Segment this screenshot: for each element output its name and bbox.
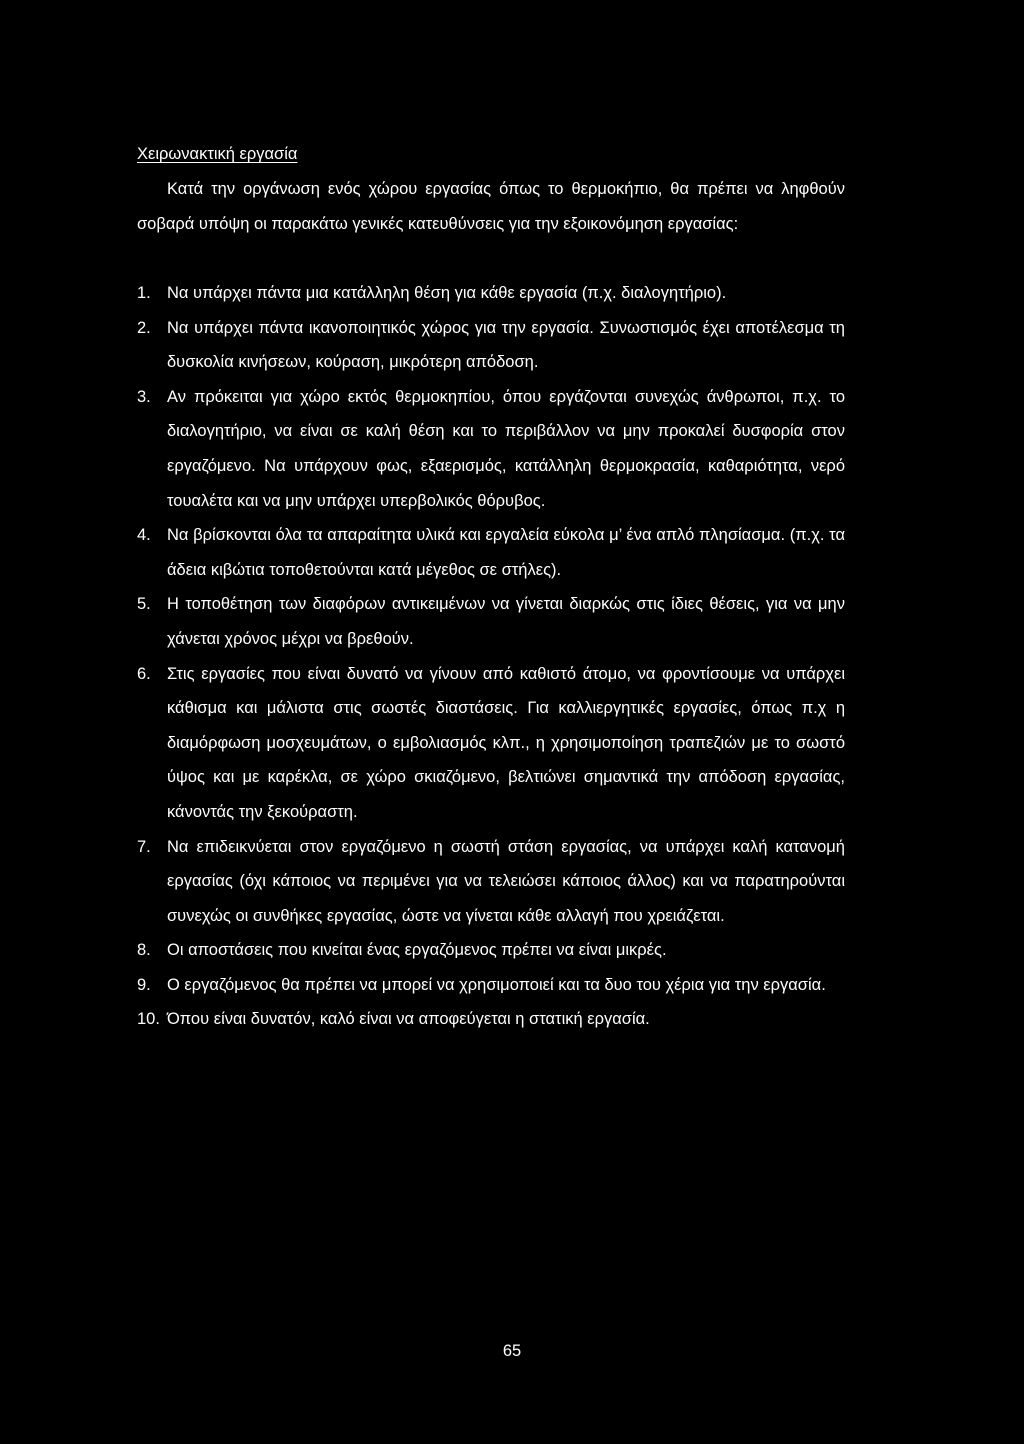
list-item-number: 3.	[137, 387, 151, 406]
list-item-text: Οι αποστάσεις που κινείται ένας εργαζόμενος πρέπει να είναι μικρές.	[167, 941, 667, 960]
list-item	[137, 830, 845, 934]
section-heading: Χειρωνακτική εργασία	[137, 145, 298, 163]
list-item-number: 1.	[137, 284, 151, 302]
list-item-number: 5.	[137, 595, 151, 614]
list-item	[137, 1002, 845, 1037]
list-item-text: Να βρίσκονται όλα τα απαραίτητα υλικά και εργαλεία εύκολα μ’ ένα απλό πλησίασμα. (π.χ. τα άδεια κιβώτια τοποθετούνται κατά μέγεθος σε στήλες).	[167, 526, 845, 579]
list-item-number: 4.	[137, 526, 151, 545]
list-item-number: 9.	[137, 975, 151, 994]
list-item-text: Να επιδεικνύεται στον εργαζόμενο η σωστή στάση εργασίας, να υπάρχει καλή κατανομή εργασίας (όχι κάποιος να περιμένει για να τελειώσει κάποιος άλλος) και να παρατηρούνται συνεχώς οι συνθήκες εργασίας, ώστε να γίνεται κάθε αλλαγή που χρειάζεται.	[167, 837, 845, 925]
guideline-list	[137, 276, 845, 1037]
list-item-text: Η τοποθέτηση των διαφόρων αντικειμένων να γίνεται διαρκώς στις ίδιες θέσεις, για να μην χάνεται χρόνος μέχρι να βρεθούν.	[167, 595, 845, 648]
list-item-number: 10.	[137, 1010, 160, 1029]
intro-paragraph: Κατά την οργάνωση ενός χώρου εργασίας όπως το θερμοκήπιο, θα πρέπει να ληφθούν σοβαρά υπόψη οι παρακάτω γενικές κατευθύνσεις για την εξοικονόμηση εργασίας:	[137, 180, 845, 233]
list-item-number: 8.	[137, 941, 151, 960]
list-item	[137, 587, 845, 656]
list-item-text: Στις εργασίες που είναι δυνατό να γίνουν από καθιστό άτομο, να φροντίσουμε να υπάρχει κάθισμα και μάλιστα στις σωστές διαστάσεις. Για καλλιεργητικές εργασίες, όπως π.χ η διαμόρφωση μοσχευμάτων, ο εμβολιασμός κλπ., η χρησιμοποίηση τραπεζιών με το σωστό ύψος και με καρέκλα, σε χώρο σκιαζόμενο, βελτιώνει σημαντικά την απόδοση εργασίας, κάνοντάς την ξεκούραστη.	[167, 664, 845, 821]
list-item	[137, 518, 845, 587]
list-item-text: Όπου είναι δυνατόν, καλό είναι να αποφεύγεται η στατική εργασία.	[167, 1010, 650, 1029]
list-item-number: 6.	[137, 664, 151, 683]
list-item-text: Αν πρόκειται για χώρο εκτός θερμοκηπίου, όπου εργάζονται συνεχώς άνθρωποι, π.χ. το διαλογητήριο, να είναι σε καλή θέση και το περιβάλλον να μην προκαλεί δυσφορία στον εργαζόμενο. Να υπάρχουν φως, εξαερισμός, κατάλληλη θερμοκρασία, καθαριότητα, νερό τουαλέτα και να μην υπάρχει υπερβολικός θόρυβος.	[167, 387, 845, 510]
page-number: 65	[502, 1342, 522, 1360]
list-item	[137, 276, 845, 311]
list-item	[137, 968, 845, 1003]
list-item-number: 2.	[137, 318, 151, 337]
list-item	[137, 311, 845, 380]
list-item-text: Να υπάρχει πάντα μια κατάλληλη θέση για κάθε εργασία (π.χ. διαλογητήριο).	[167, 284, 727, 302]
list-item	[137, 933, 845, 968]
list-item	[137, 657, 845, 830]
list-item-number: 7.	[137, 837, 151, 856]
list-item-text: Να υπάρχει πάντα ικανοποιητικός χώρος για την εργασία. Συνωστισμός έχει αποτέλεσμα τη δυσκολία κινήσεων, κούραση, μικρότερη απόδοση.	[167, 318, 845, 372]
list-item-text: Ο εργαζόμενος θα πρέπει να μπορεί να χρησιμοποιεί και τα δυο του χέρια για την εργασία.	[167, 975, 826, 994]
list-item	[137, 380, 845, 518]
